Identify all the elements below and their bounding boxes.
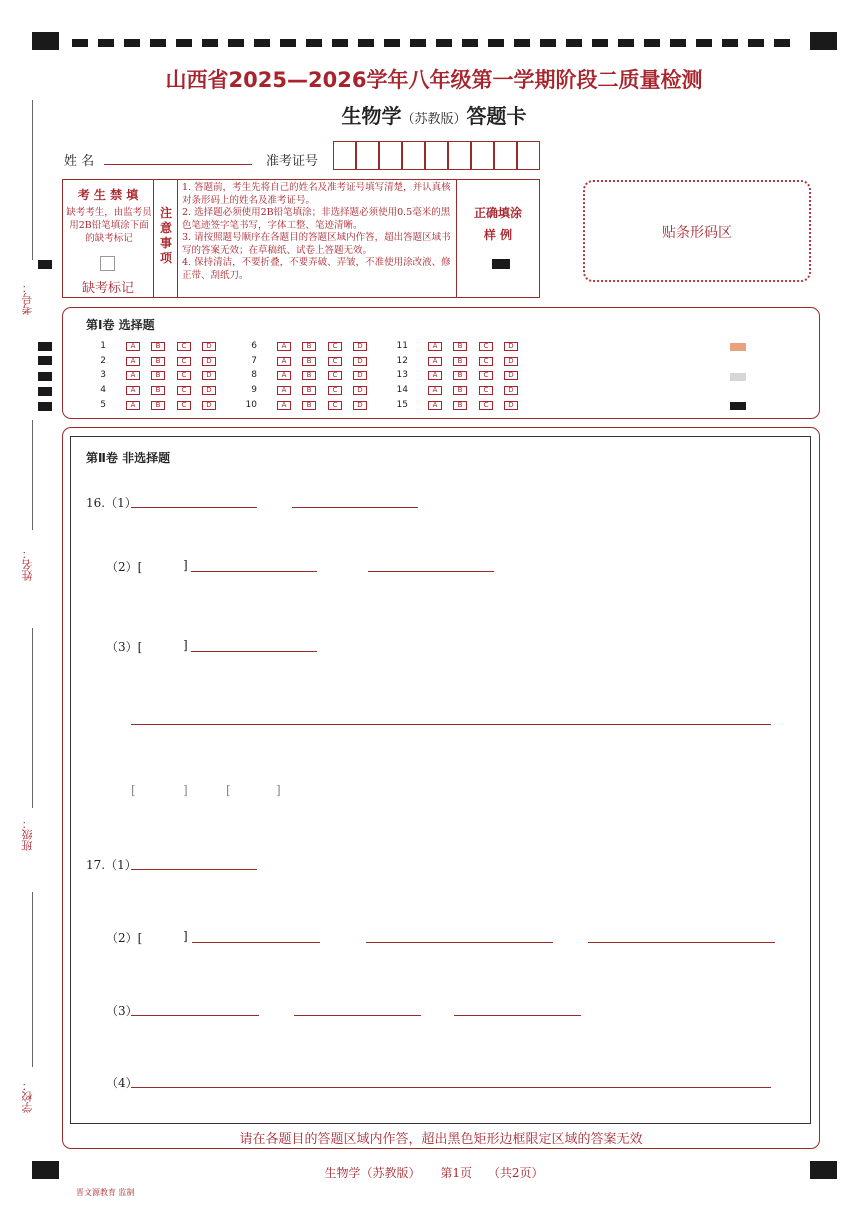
choice-bubble[interactable]: C: [479, 371, 493, 380]
choice-bubble[interactable]: D: [353, 371, 367, 380]
exam-id-cell[interactable]: [356, 141, 379, 170]
sample-fill-mark: [492, 259, 510, 269]
choice-bubble[interactable]: C: [328, 386, 342, 395]
side-mark: [38, 356, 52, 365]
choice-bubble[interactable]: B: [453, 342, 467, 351]
choice-bubble[interactable]: B: [151, 401, 165, 410]
exam-title: 山西省2025—2026学年八年级第一学期阶段二质量检测: [165, 68, 703, 92]
choice-bubble[interactable]: B: [453, 371, 467, 380]
subject-title: [0, 100, 868, 129]
answer-line[interactable]: [294, 1015, 421, 1016]
choice-bubble[interactable]: A: [428, 371, 442, 380]
choice-question-number: 1: [100, 341, 106, 351]
choice-bubble[interactable]: D: [353, 401, 367, 410]
choice-bubble[interactable]: D: [202, 401, 216, 410]
exam-id-cell[interactable]: [402, 141, 425, 170]
choice-bubble[interactable]: D: [202, 357, 216, 366]
barcode-label: 贴条形码区: [662, 225, 732, 241]
absent-checkbox[interactable]: [100, 256, 115, 271]
choice-bubble[interactable]: D: [202, 342, 216, 351]
choice-question-number: 9: [251, 385, 257, 395]
exam-id-cell[interactable]: [517, 141, 540, 170]
choice-bubble[interactable]: C: [177, 357, 191, 366]
choice-bubble[interactable]: D: [353, 342, 367, 351]
choice-question-number: 4: [100, 385, 106, 395]
side-label-exam-no: 考号：: [21, 282, 34, 315]
notes-title: 注意事项: [160, 206, 173, 265]
corner-mark-tl: [32, 32, 59, 50]
choice-bubble[interactable]: C: [177, 386, 191, 395]
choice-bubble[interactable]: A: [428, 357, 442, 366]
side-mark: [38, 342, 52, 351]
choice-bubble[interactable]: A: [428, 401, 442, 410]
answer-line[interactable]: [454, 1015, 581, 1016]
answer-line[interactable]: [191, 571, 317, 572]
choice-bubble[interactable]: A: [126, 357, 140, 366]
section2-title: 第Ⅱ卷 非选择题: [86, 451, 171, 465]
side-line: [32, 100, 33, 260]
answer-line[interactable]: [366, 942, 553, 943]
choice-bubble[interactable]: B: [302, 342, 316, 351]
choice-bubble[interactable]: D: [504, 357, 518, 366]
choice-bubble[interactable]: A: [428, 342, 442, 351]
choice-bubble[interactable]: C: [177, 371, 191, 380]
choice-bubble[interactable]: D: [202, 371, 216, 380]
choice-bubble[interactable]: A: [126, 371, 140, 380]
answer-line-long[interactable]: [131, 724, 771, 725]
answer-line[interactable]: [588, 942, 775, 943]
forbid-title: 考 生 禁 填: [77, 188, 139, 202]
side-line: [32, 892, 33, 1067]
side-label-school: 学校：: [21, 1080, 34, 1113]
card-label: 答题卡: [466, 104, 527, 128]
choice-bubble[interactable]: D: [353, 357, 367, 366]
q16-3-label: （3）[: [106, 640, 143, 654]
choice-bubble[interactable]: D: [202, 386, 216, 395]
subject-name: 生物学: [341, 104, 402, 128]
forbid-text: 缺考考生，由监考员用2B铅笔填涂下面的缺考标记: [66, 207, 152, 244]
choice-bubble[interactable]: C: [177, 342, 191, 351]
bracket-right: ]: [183, 558, 188, 572]
exam-id-cell[interactable]: [494, 141, 517, 170]
choice-bubble[interactable]: D: [504, 371, 518, 380]
choice-bubble[interactable]: D: [504, 401, 518, 410]
side-mark: [38, 372, 52, 381]
side-line: [32, 420, 33, 530]
choice-bubble[interactable]: B: [151, 371, 165, 380]
choice-bubble[interactable]: C: [328, 342, 342, 351]
choice-bubble[interactable]: C: [479, 342, 493, 351]
footer-page: 第1页: [440, 1166, 472, 1180]
choice-bubble[interactable]: B: [302, 386, 316, 395]
swatch-grey: [730, 373, 746, 381]
sample-title: 正确填涂: [473, 206, 522, 220]
choice-bubble[interactable]: B: [453, 386, 467, 395]
choice-bubble[interactable]: D: [353, 386, 367, 395]
choice-bubble[interactable]: C: [328, 371, 342, 380]
choice-bubble[interactable]: A: [277, 401, 291, 410]
exam-id-label: 准考证号: [266, 154, 319, 169]
answer-line[interactable]: [131, 507, 257, 508]
choice-bubble[interactable]: A: [277, 386, 291, 395]
choice-bubble[interactable]: B: [302, 401, 316, 410]
q16-2-label: （2）[: [106, 560, 143, 574]
side-mark: [38, 260, 52, 269]
q16-label: 16.（1）: [86, 496, 137, 510]
choice-question-number: 13: [396, 370, 408, 380]
choice-bubble[interactable]: A: [428, 386, 442, 395]
notes-text: 1. 答题前，考生先将自己的姓名及准考证号填写清楚，并认真核对条形码上的姓名及准考证号。 2. 选择题必须使用2B铅笔填涂；非选择题必须使用0.5毫米的黑色笔迹签字笔书写，字体工整、笔迹清晰。 3. 请按照题号顺序在各题目的答题区域内作答，超出答题区域书写的答案无效；在草稿纸、试卷上答题无效。 4. 保持清洁，不要折叠，不要弄破、弄皱，不准使用涂改液、修正带、刮纸刀。: [182, 182, 451, 281]
side-label-name: 姓名：: [21, 548, 34, 581]
choice-question-number: 2: [100, 356, 106, 366]
q17-4-label: （4）: [106, 1076, 138, 1090]
choice-question-number: 7: [251, 356, 257, 366]
choice-bubble[interactable]: A: [277, 357, 291, 366]
sample-sub: 样 例: [483, 228, 513, 242]
answer-line-long[interactable]: [131, 1087, 771, 1088]
side-line: [32, 628, 33, 808]
edition-label: （苏教版）: [401, 112, 467, 127]
answer-line[interactable]: [192, 942, 320, 943]
corner-mark-tr: [810, 32, 837, 50]
exam-id-cell[interactable]: [379, 141, 402, 170]
choice-question-number: 3: [100, 370, 106, 380]
side-label-class: 班级：: [21, 818, 34, 851]
absent-label: 缺考标记: [81, 281, 134, 296]
choice-question-number: 14: [396, 385, 408, 395]
exam-id-cell[interactable]: [425, 141, 448, 170]
choice-question-number: 12: [396, 356, 408, 366]
answer-line[interactable]: [191, 651, 317, 652]
footer-producer: 晋文源教育 监制: [76, 1188, 135, 1197]
bracket-right: ]: [183, 638, 188, 652]
choice-bubble[interactable]: C: [479, 401, 493, 410]
footer-total: （共2页）: [487, 1166, 544, 1180]
side-mark: [38, 402, 52, 411]
choice-bubble[interactable]: A: [126, 342, 140, 351]
choice-bubble[interactable]: B: [453, 357, 467, 366]
choice-bubble[interactable]: A: [277, 371, 291, 380]
bracket-left: [: [226, 783, 231, 797]
footer-page-info: [0, 1164, 868, 1181]
exam-id-cell[interactable]: [448, 141, 471, 170]
side-mark: [38, 387, 52, 396]
bracket-left: [: [131, 783, 136, 797]
section2-box: [70, 436, 811, 1124]
bracket-right: ]: [276, 783, 281, 797]
choice-bubble[interactable]: B: [453, 401, 467, 410]
q17-label: 17.（1）: [86, 858, 137, 872]
answer-line[interactable]: [368, 571, 494, 572]
footer-subject: 生物学（苏教版）: [324, 1166, 421, 1180]
swatch-orange: [730, 343, 746, 351]
choice-bubble[interactable]: B: [151, 386, 165, 395]
answer-line[interactable]: [131, 1015, 259, 1016]
choice-question-number: 6: [251, 341, 257, 351]
section1-title: 第Ⅰ卷 选择题: [86, 318, 155, 332]
name-field[interactable]: [104, 164, 252, 165]
answer-line[interactable]: [131, 869, 257, 870]
choice-bubble[interactable]: B: [151, 342, 165, 351]
q17-2-label: （2）[: [106, 931, 143, 945]
choice-bubble[interactable]: D: [504, 386, 518, 395]
choice-bubble[interactable]: B: [302, 357, 316, 366]
choice-question-number: 5: [100, 400, 106, 410]
choice-bubble[interactable]: A: [126, 401, 140, 410]
choice-question-number: 10: [245, 400, 257, 410]
choice-bubble[interactable]: A: [126, 386, 140, 395]
q17-3-label: （3）: [106, 1004, 138, 1018]
choice-question-number: 8: [251, 370, 257, 380]
exam-id-cell[interactable]: [471, 141, 494, 170]
choice-bubble[interactable]: A: [277, 342, 291, 351]
choice-bubble[interactable]: B: [302, 371, 316, 380]
exam-id-cell[interactable]: [333, 141, 356, 170]
choice-bubble[interactable]: C: [479, 357, 493, 366]
bracket-right: ]: [183, 929, 188, 943]
bracket-right: ]: [183, 783, 188, 797]
choice-question-number: 15: [396, 400, 408, 410]
choice-bubble[interactable]: D: [504, 342, 518, 351]
swatch-black: [730, 402, 746, 410]
choice-bubble[interactable]: C: [479, 386, 493, 395]
choice-bubble[interactable]: C: [177, 401, 191, 410]
name-label: 姓 名: [64, 154, 95, 169]
timing-track: [72, 39, 790, 47]
choice-bubble[interactable]: C: [328, 401, 342, 410]
footer-warning: 请在各题目的答题区域内作答，超出黑色矩形边框限定区域的答案无效: [239, 1132, 643, 1147]
choice-bubble[interactable]: B: [151, 357, 165, 366]
answer-line[interactable]: [292, 507, 418, 508]
choice-bubble[interactable]: C: [328, 357, 342, 366]
choice-question-number: 11: [396, 341, 408, 351]
